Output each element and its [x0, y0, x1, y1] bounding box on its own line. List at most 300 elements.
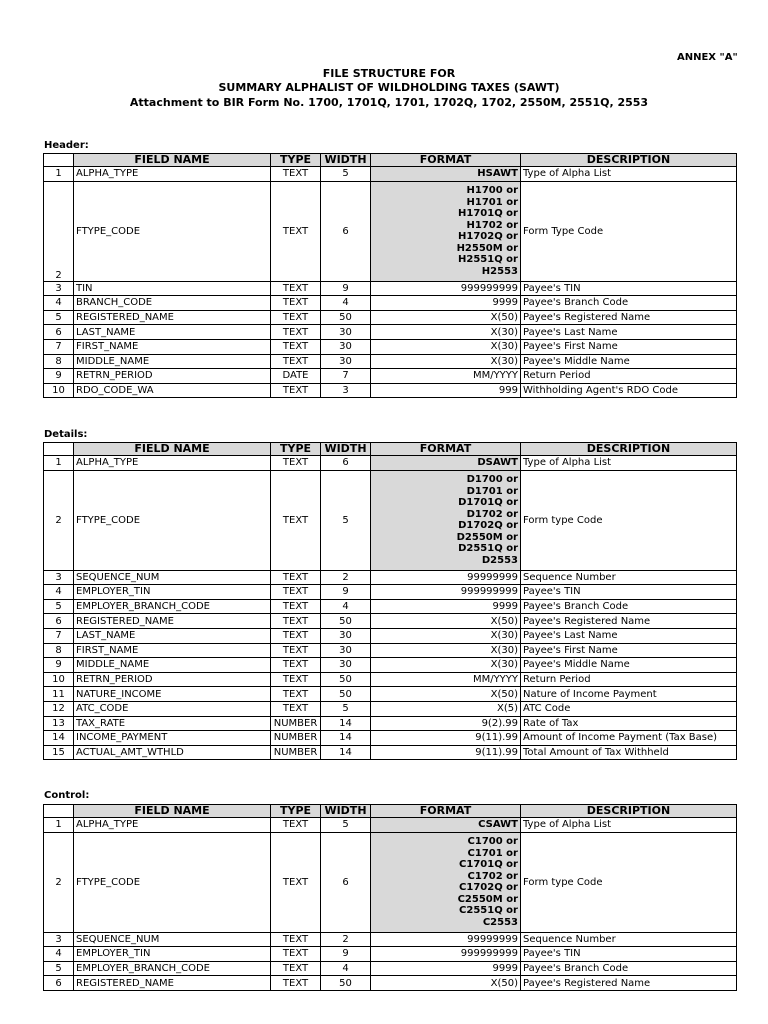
format-cell — [371, 456, 521, 471]
width-cell: 6 — [321, 832, 371, 932]
table-row — [44, 614, 737, 629]
format-cell — [371, 570, 521, 585]
field-name-cell: MIDDLE_NAME — [74, 658, 271, 673]
width-cell: 6 — [321, 456, 371, 471]
table-row — [44, 369, 737, 384]
column-header-number — [44, 154, 74, 167]
format-cell — [371, 818, 521, 833]
type-cell: TEXT — [271, 599, 321, 614]
format-line: C1701Q or — [459, 859, 518, 871]
type-cell: TEXT — [271, 658, 321, 673]
format-line: D1701 or — [466, 485, 518, 497]
width-cell: 30 — [321, 628, 371, 643]
row-number: 1 — [44, 818, 74, 833]
row-number: 6 — [44, 325, 74, 340]
description-cell: Form Type Code — [521, 181, 737, 281]
format-cell — [371, 832, 521, 932]
row-number: 1 — [44, 456, 74, 471]
type-cell: TEXT — [271, 281, 321, 296]
format-cell — [371, 614, 521, 629]
type-cell: NUMBER — [271, 731, 321, 746]
width-cell: 5 — [321, 701, 371, 716]
field-name-cell: TAX_RATE — [74, 716, 271, 731]
field-name-cell: REGISTERED_NAME — [74, 976, 271, 991]
description-cell: Payee's Branch Code — [521, 599, 737, 614]
format-line: D2551Q or — [458, 543, 518, 555]
column-header-width: WIDTH — [321, 805, 371, 818]
field-name-cell: FTYPE_CODE — [74, 181, 271, 281]
width-cell: 7 — [321, 369, 371, 384]
format-line: 9999 — [492, 601, 518, 613]
format-line: C1701 or — [467, 847, 518, 859]
row-number: 3 — [44, 281, 74, 296]
field-name-cell: EMPLOYER_TIN — [74, 947, 271, 962]
format-line: D1700 or — [466, 474, 518, 486]
field-name-cell: ALPHA_TYPE — [74, 818, 271, 833]
details-structure-table — [43, 442, 737, 760]
format-cell — [371, 961, 521, 976]
width-cell: 5 — [321, 470, 371, 570]
section-label-details: Details: — [44, 429, 88, 440]
row-number: 5 — [44, 599, 74, 614]
format-line: X(30) — [490, 355, 518, 367]
table-row — [44, 832, 737, 932]
description-cell: ATC Code — [521, 701, 737, 716]
type-cell: TEXT — [271, 456, 321, 471]
type-cell: TEXT — [271, 325, 321, 340]
type-cell: TEXT — [271, 818, 321, 833]
format-line: 999 — [498, 385, 518, 397]
type-cell: DATE — [271, 369, 321, 384]
format-line: H2553 — [481, 265, 518, 277]
row-number: 14 — [44, 731, 74, 746]
format-cell — [371, 383, 521, 398]
description-cell: Payee's First Name — [521, 339, 737, 354]
width-cell: 50 — [321, 687, 371, 702]
format-line: X(30) — [490, 659, 518, 671]
format-cell — [371, 599, 521, 614]
format-cell — [371, 369, 521, 384]
format-line: CSAWT — [478, 819, 518, 831]
column-header-format: FORMAT — [371, 805, 521, 818]
field-name-cell: BRANCH_CODE — [74, 296, 271, 311]
format-line: DSAWT — [477, 457, 518, 469]
description-cell: Withholding Agent's RDO Code — [521, 383, 737, 398]
column-header-type: TYPE — [271, 805, 321, 818]
table-row — [44, 281, 737, 296]
row-number: 10 — [44, 672, 74, 687]
format-line: X(30) — [490, 341, 518, 353]
format-line: 9999 — [492, 297, 518, 309]
format-cell — [371, 628, 521, 643]
format-line: H1701 or — [466, 196, 518, 208]
format-line: 999999999 — [460, 586, 518, 598]
format-cell — [371, 701, 521, 716]
section-label-control: Control: — [44, 790, 90, 801]
format-line: H1700 or — [466, 185, 518, 197]
table-row — [44, 181, 737, 281]
table-row — [44, 658, 737, 673]
row-number: 11 — [44, 687, 74, 702]
field-name-cell: FIRST_NAME — [74, 339, 271, 354]
format-line: C2551Q or — [459, 905, 518, 917]
field-name-cell: REGISTERED_NAME — [74, 310, 271, 325]
width-cell: 4 — [321, 296, 371, 311]
type-cell: TEXT — [271, 672, 321, 687]
format-cell — [371, 310, 521, 325]
description-cell: Type of Alpha List — [521, 167, 737, 182]
type-cell: TEXT — [271, 585, 321, 600]
row-number: 6 — [44, 614, 74, 629]
format-line: D2553 — [481, 554, 518, 566]
column-header-field-name: FIELD NAME — [74, 805, 271, 818]
format-line: D1701Q or — [458, 497, 518, 509]
row-number: 4 — [44, 296, 74, 311]
format-line: MM/YYYY — [472, 370, 518, 382]
format-cell — [371, 354, 521, 369]
row-number: 7 — [44, 339, 74, 354]
format-cell — [371, 325, 521, 340]
type-cell: TEXT — [271, 628, 321, 643]
type-cell: TEXT — [271, 470, 321, 570]
format-cell — [371, 672, 521, 687]
type-cell: TEXT — [271, 383, 321, 398]
type-cell: TEXT — [271, 354, 321, 369]
description-cell: Nature of Income Payment — [521, 687, 737, 702]
row-number: 2 — [44, 470, 74, 570]
format-cell — [371, 947, 521, 962]
format-cell — [371, 932, 521, 947]
format-line: D1702Q or — [458, 520, 518, 532]
width-cell: 5 — [321, 818, 371, 833]
description-cell: Form type Code — [521, 832, 737, 932]
description-cell: Payee's Registered Name — [521, 310, 737, 325]
table-row — [44, 716, 737, 731]
format-line: MM/YYYY — [472, 674, 518, 686]
field-name-cell: LAST_NAME — [74, 325, 271, 340]
format-line: HSAWT — [477, 168, 518, 180]
field-name-cell: SEQUENCE_NUM — [74, 570, 271, 585]
format-line: X(30) — [490, 644, 518, 656]
field-name-cell: RDO_CODE_WA — [74, 383, 271, 398]
field-name-cell: TIN — [74, 281, 271, 296]
width-cell: 3 — [321, 383, 371, 398]
format-line: C1702Q or — [459, 882, 518, 894]
field-name-cell: FTYPE_CODE — [74, 832, 271, 932]
table-row — [44, 310, 737, 325]
format-cell — [371, 296, 521, 311]
description-cell: Rate of Tax — [521, 716, 737, 731]
description-cell: Return Period — [521, 369, 737, 384]
format-line: D1702 or — [466, 508, 518, 520]
format-cell — [371, 167, 521, 182]
row-number: 9 — [44, 658, 74, 673]
type-cell: TEXT — [271, 310, 321, 325]
field-name-cell: MIDDLE_NAME — [74, 354, 271, 369]
type-cell: TEXT — [271, 339, 321, 354]
width-cell: 9 — [321, 947, 371, 962]
format-line: X(50) — [490, 312, 518, 324]
description-cell: Payee's Registered Name — [521, 976, 737, 991]
field-name-cell: EMPLOYER_TIN — [74, 585, 271, 600]
table-row — [44, 976, 737, 991]
row-number: 2 — [44, 832, 74, 932]
width-cell: 30 — [321, 658, 371, 673]
format-cell — [371, 745, 521, 760]
width-cell: 9 — [321, 585, 371, 600]
format-line: C1702 or — [467, 870, 518, 882]
format-line: 9(2).99 — [481, 717, 518, 729]
table-row — [44, 947, 737, 962]
format-cell — [371, 976, 521, 991]
field-name-cell: EMPLOYER_BRANCH_CODE — [74, 961, 271, 976]
description-cell: Sequence Number — [521, 932, 737, 947]
description-cell: Payee's Middle Name — [521, 354, 737, 369]
control-structure-table — [43, 804, 737, 991]
format-line: C2550M or — [457, 893, 518, 905]
width-cell: 30 — [321, 325, 371, 340]
table-row — [44, 818, 737, 833]
format-line: 999999999 — [460, 282, 518, 294]
table-row — [44, 932, 737, 947]
type-cell: TEXT — [271, 701, 321, 716]
row-number: 13 — [44, 716, 74, 731]
document-title-line-3: Attachment to BIR Form No. 1700, 1701Q, 1701, 1702Q, 1702, 2550M, 2551Q, 2553 — [129, 96, 649, 109]
type-cell: TEXT — [271, 687, 321, 702]
type-cell: TEXT — [271, 296, 321, 311]
description-cell: Payee's TIN — [521, 947, 737, 962]
format-line: 9999 — [492, 963, 518, 975]
type-cell: TEXT — [271, 181, 321, 281]
row-number: 8 — [44, 643, 74, 658]
row-number: 12 — [44, 701, 74, 716]
field-name-cell: FIRST_NAME — [74, 643, 271, 658]
width-cell: 50 — [321, 614, 371, 629]
row-number: 4 — [44, 585, 74, 600]
field-name-cell: RETRN_PERIOD — [74, 672, 271, 687]
column-header-number — [44, 805, 74, 818]
column-header-row — [44, 443, 737, 456]
field-name-cell: ACTUAL_AMT_WTHLD — [74, 745, 271, 760]
format-line: 999999999 — [460, 948, 518, 960]
row-number: 3 — [44, 570, 74, 585]
description-cell: Payee's Last Name — [521, 325, 737, 340]
width-cell: 30 — [321, 339, 371, 354]
table-row — [44, 643, 737, 658]
field-name-cell: ALPHA_TYPE — [74, 167, 271, 182]
format-cell — [371, 658, 521, 673]
width-cell: 2 — [321, 570, 371, 585]
row-number: 5 — [44, 310, 74, 325]
field-name-cell: NATURE_INCOME — [74, 687, 271, 702]
column-header-description: DESCRIPTION — [521, 805, 737, 818]
table-row — [44, 672, 737, 687]
table-row — [44, 628, 737, 643]
description-cell: Payee's TIN — [521, 281, 737, 296]
format-cell — [371, 643, 521, 658]
width-cell: 14 — [321, 745, 371, 760]
column-header-format: FORMAT — [371, 154, 521, 167]
column-header-format: FORMAT — [371, 443, 521, 456]
column-header-type: TYPE — [271, 443, 321, 456]
description-cell: Return Period — [521, 672, 737, 687]
description-cell: Type of Alpha List — [521, 818, 737, 833]
table-row — [44, 687, 737, 702]
column-header-width: WIDTH — [321, 154, 371, 167]
type-cell: NUMBER — [271, 716, 321, 731]
description-cell: Amount of Income Payment (Tax Base) — [521, 731, 737, 746]
format-cell — [371, 687, 521, 702]
document-title-line-2: SUMMARY ALPHALIST OF WILDHOLDING TAXES (SAWT) — [218, 81, 560, 94]
type-cell: TEXT — [271, 614, 321, 629]
table-row — [44, 167, 737, 182]
column-header-row — [44, 805, 737, 818]
description-cell: Payee's Middle Name — [521, 658, 737, 673]
format-line: H1702Q or — [458, 231, 518, 243]
table-row — [44, 325, 737, 340]
width-cell: 30 — [321, 354, 371, 369]
format-line: H1702 or — [466, 219, 518, 231]
type-cell: TEXT — [271, 167, 321, 182]
width-cell: 4 — [321, 599, 371, 614]
column-header-description: DESCRIPTION — [521, 154, 737, 167]
type-cell: TEXT — [271, 643, 321, 658]
row-number: 3 — [44, 932, 74, 947]
header-structure-table — [43, 153, 737, 398]
format-cell — [371, 281, 521, 296]
table-row — [44, 961, 737, 976]
type-cell: TEXT — [271, 932, 321, 947]
format-cell — [371, 716, 521, 731]
format-line: 99999999 — [467, 571, 518, 583]
field-name-cell: REGISTERED_NAME — [74, 614, 271, 629]
table-row — [44, 599, 737, 614]
width-cell: 50 — [321, 310, 371, 325]
table-row — [44, 585, 737, 600]
description-cell: Payee's Registered Name — [521, 614, 737, 629]
format-line: X(30) — [490, 630, 518, 642]
description-cell: Payee's First Name — [521, 643, 737, 658]
type-cell: TEXT — [271, 947, 321, 962]
table-row — [44, 701, 737, 716]
column-header-description: DESCRIPTION — [521, 443, 737, 456]
format-line: 9(11).99 — [475, 732, 518, 744]
column-header-field-name: FIELD NAME — [74, 154, 271, 167]
format-cell — [371, 470, 521, 570]
format-line: X(50) — [490, 977, 518, 989]
width-cell: 50 — [321, 672, 371, 687]
table-row — [44, 470, 737, 570]
row-number: 8 — [44, 354, 74, 369]
field-name-cell: RETRN_PERIOD — [74, 369, 271, 384]
table-row — [44, 383, 737, 398]
width-cell: 2 — [321, 932, 371, 947]
format-cell — [371, 731, 521, 746]
field-name-cell: EMPLOYER_BRANCH_CODE — [74, 599, 271, 614]
row-number: 9 — [44, 369, 74, 384]
description-cell: Payee's Branch Code — [521, 296, 737, 311]
row-number: 7 — [44, 628, 74, 643]
format-line: H2551Q or — [458, 254, 518, 266]
format-line: H1701Q or — [458, 208, 518, 220]
format-line: 99999999 — [467, 933, 518, 945]
column-header-field-name: FIELD NAME — [74, 443, 271, 456]
field-name-cell: LAST_NAME — [74, 628, 271, 643]
width-cell: 30 — [321, 643, 371, 658]
width-cell: 6 — [321, 181, 371, 281]
annex-label: ANNEX "A" — [677, 52, 738, 63]
table-row — [44, 339, 737, 354]
width-cell: 14 — [321, 716, 371, 731]
row-number: 10 — [44, 383, 74, 398]
column-header-number — [44, 443, 74, 456]
format-line: X(5) — [496, 703, 518, 715]
field-name-cell: FTYPE_CODE — [74, 470, 271, 570]
type-cell: NUMBER — [271, 745, 321, 760]
field-name-cell: ATC_CODE — [74, 701, 271, 716]
format-line: H2550M or — [456, 242, 518, 254]
format-line: D2550M or — [456, 531, 518, 543]
format-line: X(50) — [490, 615, 518, 627]
row-number: 2 — [44, 181, 74, 281]
description-cell: Form type Code — [521, 470, 737, 570]
row-number: 6 — [44, 976, 74, 991]
format-line: C1700 or — [467, 836, 518, 848]
table-row — [44, 731, 737, 746]
document-title-line-1: FILE STRUCTURE FOR — [322, 67, 456, 80]
width-cell: 5 — [321, 167, 371, 182]
format-line: C2553 — [482, 916, 518, 928]
type-cell: TEXT — [271, 570, 321, 585]
description-cell: Payee's Branch Code — [521, 961, 737, 976]
type-cell: TEXT — [271, 976, 321, 991]
type-cell: TEXT — [271, 961, 321, 976]
width-cell: 14 — [321, 731, 371, 746]
table-row — [44, 354, 737, 369]
row-number: 1 — [44, 167, 74, 182]
description-cell: Type of Alpha List — [521, 456, 737, 471]
width-cell: 9 — [321, 281, 371, 296]
format-cell — [371, 585, 521, 600]
type-cell: TEXT — [271, 832, 321, 932]
format-line: X(30) — [490, 326, 518, 338]
table-row — [44, 456, 737, 471]
format-line: X(50) — [490, 688, 518, 700]
field-name-cell: INCOME_PAYMENT — [74, 731, 271, 746]
width-cell: 4 — [321, 961, 371, 976]
table-row — [44, 296, 737, 311]
format-cell — [371, 339, 521, 354]
column-header-row — [44, 154, 737, 167]
description-cell: Total Amount of Tax Withheld — [521, 745, 737, 760]
description-cell: Payee's TIN — [521, 585, 737, 600]
table-row — [44, 570, 737, 585]
column-header-type: TYPE — [271, 154, 321, 167]
format-cell — [371, 181, 521, 281]
row-number: 5 — [44, 961, 74, 976]
row-number: 4 — [44, 947, 74, 962]
column-header-width: WIDTH — [321, 443, 371, 456]
format-line: 9(11).99 — [475, 747, 518, 759]
width-cell: 50 — [321, 976, 371, 991]
description-cell: Sequence Number — [521, 570, 737, 585]
section-label-header: Header: — [44, 140, 89, 151]
row-number: 15 — [44, 745, 74, 760]
field-name-cell: SEQUENCE_NUM — [74, 932, 271, 947]
description-cell: Payee's Last Name — [521, 628, 737, 643]
field-name-cell: ALPHA_TYPE — [74, 456, 271, 471]
table-row — [44, 745, 737, 760]
